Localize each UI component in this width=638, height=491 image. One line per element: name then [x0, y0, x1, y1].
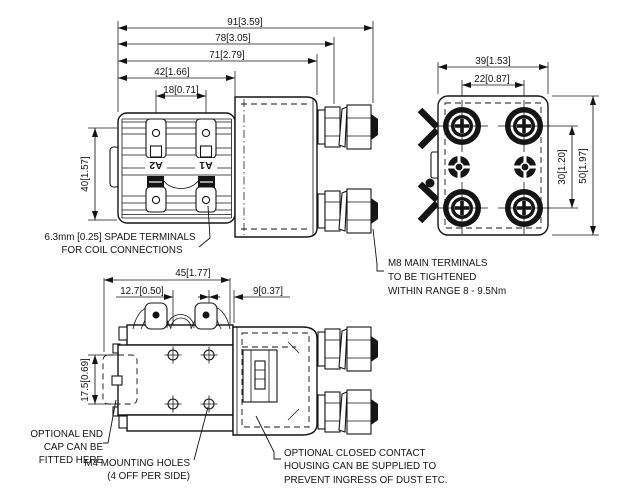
dim-18: 18[0.71] [163, 85, 199, 96]
note-housing-line2: HOUSING CAN BE SUPPLIED TO [284, 461, 437, 472]
body-top-strip [127, 325, 233, 345]
note-endcap-line3: FITTED HERE [38, 455, 103, 466]
note-spade-line1: 6.3mm [0.25] SPADE TERMINALS [44, 232, 196, 243]
coil-label-a2: A2 [149, 159, 163, 171]
dim-91: 91[3.59] [227, 17, 263, 28]
note-m8-line3: WITHIN RANGE 8 - 9.5Nm [388, 286, 507, 297]
m8-stud-bottom-view-top [318, 327, 378, 371]
note-housing-line3: PREVENT INGRESS OF DUST ETC. [284, 475, 448, 486]
contact-bar-window [243, 350, 277, 402]
note-spade-line2: FOR COIL CONNECTIONS [61, 245, 183, 256]
strip-end-tab [119, 327, 127, 340]
dim-78: 78[3.05] [215, 33, 251, 44]
coil-screw-head [426, 179, 435, 188]
strip-end-tab-bottom [119, 416, 127, 428]
body-bottom-strip [127, 415, 233, 431]
contact-housing-side [235, 97, 317, 237]
side-view-mounting [80, 268, 378, 460]
spade-terminal-right [191, 303, 221, 329]
m8-stud-top [318, 105, 378, 149]
dim-17-5: 17.5[0.69] [80, 358, 91, 402]
coil-housing-side [110, 113, 235, 223]
end-view-spade-terminals [420, 110, 440, 221]
note-m8-line1: M8 MAIN TERMINALS [388, 258, 488, 269]
note-m4-line1: M4 MOUNTING HOLES [84, 458, 190, 469]
coil-spade-terminal-upper-right [196, 119, 216, 158]
dim-71: 71[2.79] [209, 50, 245, 61]
leader-m8-note [373, 229, 384, 271]
dim-22: 22[0.87] [474, 74, 510, 85]
note-endcap-line1: OPTIONAL END [30, 429, 103, 440]
m8-stud-bottom [318, 189, 378, 233]
note-endcap-line2: CAP CAN BE [43, 442, 103, 453]
dim-42: 42[1.66] [154, 67, 190, 78]
dim-40: 40[1.57] [80, 156, 91, 192]
coil-label-a1: A1 [199, 159, 213, 171]
coil-terminal-left [448, 156, 470, 178]
end-view-terminals [420, 56, 599, 235]
note-m8-line2: TO BE TIGHTENED [388, 272, 477, 283]
m8-stud-bottom-view-bottom [318, 390, 378, 434]
dim-39: 39[1.53] [475, 56, 511, 67]
end-cap-latch [112, 376, 122, 385]
spade-terminal-left [141, 303, 171, 329]
dim-50: 50[1.97] [578, 148, 589, 184]
coil-spade-terminal-lower-right [196, 187, 216, 212]
dim-45: 45[1.77] [175, 268, 211, 279]
coil-spade-terminal-upper-left [146, 119, 166, 158]
note-housing-line1: OPTIONAL CLOSED CONTACT [284, 448, 426, 459]
dim-12-7: 12.7[0.50] [120, 286, 164, 297]
coil-spade-terminal-lower-left [146, 187, 166, 212]
coil-terminal-right [514, 156, 536, 178]
contact-housing-bottom [233, 327, 317, 435]
note-m4-line2: (4 OFF PER SIDE) [107, 471, 190, 482]
dim-30: 30[1.20] [557, 149, 568, 185]
dim-9: 9[0.37] [253, 286, 283, 297]
